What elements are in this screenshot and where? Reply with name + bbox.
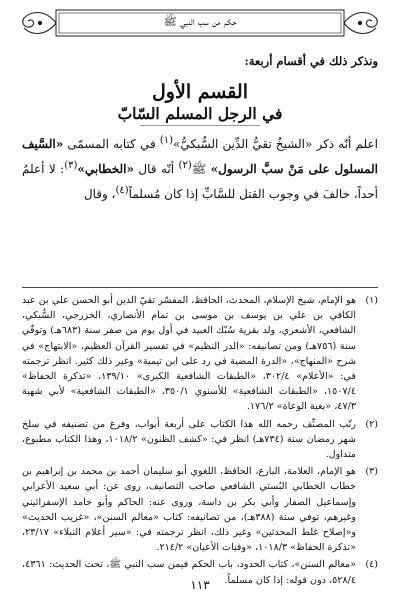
- footnote-separator: [22, 287, 378, 288]
- body-text-segment: ﷺ: [191, 162, 211, 176]
- divider: [140, 125, 260, 126]
- footnote-text: هو الإمام، العلامة، البارع، الحافظ، اللغوي أبو سليمان أحمد بن محمد بن إبراهيم بن خطاب الخطابي البُستي الشافعي صاحب التصانيف، روى عن: أبي سعيد الأعرابي وإسماعيل الصفار وأبي بكر بن داسة، وروى عنه: الحاكم وأبو حامد الإسفرائيني وغيرهم، توفي سنة (٣٨٨هـ)، من تصانيفه: كتاب «معالم السنن»، «غريب الحديث» و«إصلاح غلط المحدثين» وغير ذلك، انظر ترجمته في: «سير أعلام النبلاء» ٢٣/١٧، «تذكرة الحفاظ» ١٠١٨/٣، «وفيات الأعيان» ٢١٤/٢.: [22, 466, 356, 554]
- body-text-segment: أنّه قال: [133, 162, 179, 176]
- footnote-number: (١): [365, 295, 378, 306]
- footnote: [22, 464, 378, 555]
- footnote-text: هو الإمام، شيخ الإسلام، المحدث، الحافظ، المفسّر تقيّ الدين أبو الحسن علي بن عبد الكافي بن علي بن يوسف بن موسى بن تمام الأنصاري، الخزرجي، السُّبكي، الشافعي، الأشعري، ولد بقرية سُبْك العبيد في أول يوم من صفر سنة (٦٨٣هـ) وتوفّي سنة (٧٥٦هـ) ومن تصانيفه: «الدر النظيم» في تفسير القرآن العظيم، «الابتهاج» في شرح «المنهاج»، «الدرة المضية في رد على ابن تيمية» وغير ذلك كثير. انظر ترجمته في: «الأعلام» ٣٠٢/٤، «الطبقات الشافعية الكبرى» ١٣٩/١٠، «تذكرة الحفاظ» ١٥٠٧/٤، «الطبقات الشافعية» للأسنوي ٣٥٠/١، «الطبقات الشافعية» لأبي شهبة ٤٧/٣، «بغية الوعاة» ١٧٦/٢.: [22, 295, 357, 413]
- footnote-number: (٢): [365, 418, 378, 430]
- main-text: [22, 52, 378, 205]
- body-text-segment: اعلم أنّه ذكر «الشيخُ تقيُّ الدِّين السُّبكيُّ»: [173, 137, 378, 151]
- section-subtitle: في الرجل المسلم السّابّ: [117, 104, 283, 123]
- page-number: ١١٣: [190, 578, 210, 592]
- footnotes: [22, 293, 378, 590]
- footnote: [22, 293, 378, 415]
- body-text-segment: : لا أعلمُ أحداً، خالفَ في وجوب القتل للسَّابِّ إذا كان مُسلماً: [22, 162, 378, 201]
- body-paragraph: [22, 130, 378, 205]
- scholar-name: «الخطابي»: [77, 162, 134, 176]
- footnote: [22, 417, 378, 463]
- intro-line: ونذكر ذلك في أقسام أربعة:: [244, 54, 378, 68]
- footnote-ref: (٣): [64, 160, 78, 171]
- section-heading: القسم الأول: [152, 81, 248, 103]
- body-text-segment: في كتابه المسمّى: [63, 137, 160, 151]
- footnote-number: (٤): [365, 559, 378, 571]
- footnote-text: رتّب المصنِّف رحمه الله هذا الكتاب على أربعة أبواب، وفرغ من تصنيفه في سلخ شهر رمضان سنة (٧٣٤هـ) انظر في: «كشف الظنون» ١٠١٨/٢، وهذا الكتاب مطبوع، متداول.: [22, 418, 356, 461]
- running-header: [18, 6, 382, 40]
- footnote-text: «معالم السنن»، كتاب الحدود، باب الحكم فيمن سب النبي ﷺ، تحت الحديث: ٤٣٦١، ٥٢٨/٤، دون قوله: إذا كان مسلماً.: [22, 559, 356, 586]
- running-header-title: حكم من سب النبي ﷺ: [163, 15, 237, 28]
- footnote-number: (٣): [365, 466, 378, 478]
- footnote-ref: (١): [159, 135, 174, 146]
- footnote-ref: (٢): [178, 160, 192, 171]
- footnote-ref: (٤): [115, 185, 129, 196]
- body-text-segment: ، وقال: [83, 187, 116, 201]
- book-title: «السَّيف المسلول على مَنْ سبَّ الرسول»: [22, 137, 379, 176]
